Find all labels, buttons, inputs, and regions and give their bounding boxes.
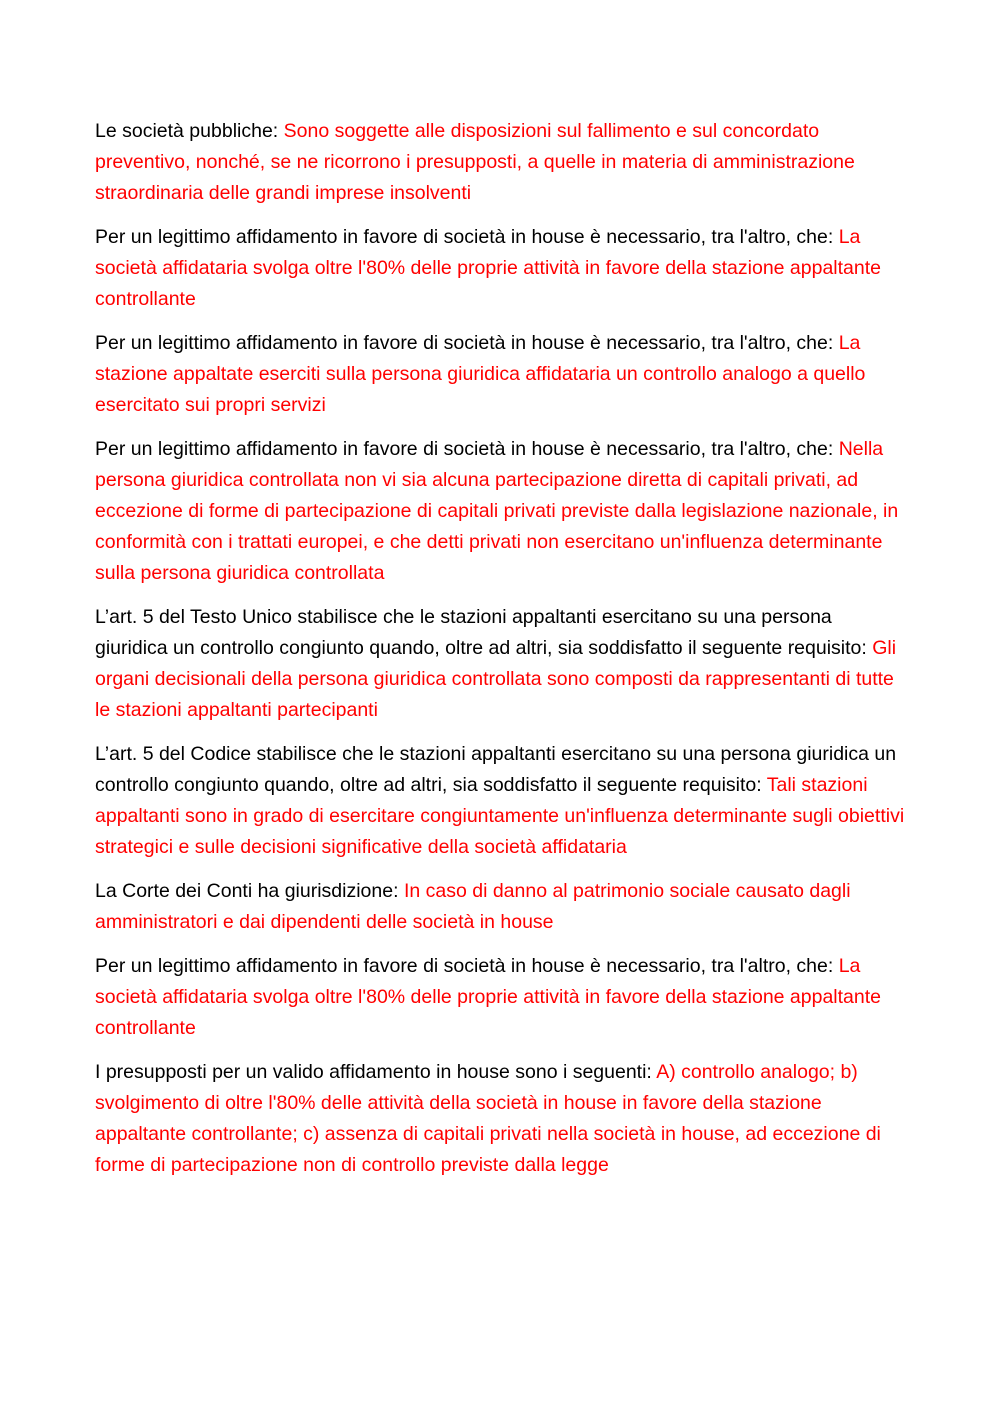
question-text: La Corte dei Conti ha giurisdizione:	[95, 880, 404, 902]
qa-item-9	[95, 1057, 905, 1181]
answer-text: La società affidataria svolga oltre l'80% delle proprie attività in favore della stazione appaltante controllante	[95, 955, 882, 1039]
question-text: Le società pubbliche:	[95, 120, 284, 142]
question-text: Per un legittimo affidamento in favore di società in house è necessario, tra l'altro, che:	[95, 332, 839, 354]
qa-item-3	[95, 328, 905, 421]
qa-item-4	[95, 434, 905, 589]
answer-text: Sono soggette alle disposizioni sul fallimento e sul concordato preventivo, nonché, se ne ricorrono i presupposti, a quelle in materia di amministrazione straordinaria delle grandi imprese insolventi	[95, 120, 855, 204]
answer-text: Nella persona giuridica controllata non vi sia alcuna partecipazione diretta di capitali privati, ad eccezione di forme di partecipazione di capitali privati previste dalla legislazione nazionale, in conformità con i trattati europei, e che detti privati non esercitano un'influenza determinante sulla persona giuridica controllata	[95, 438, 899, 584]
answer-text: In caso di danno al patrimonio sociale causato dagli amministratori e dai dipendenti delle società in house	[95, 880, 851, 933]
answer-text: Tali stazioni appaltanti sono in grado di esercitare congiuntamente un'influenza determinante sugli obiettivi strategici e sulle decisioni significative della società affidataria	[95, 774, 905, 858]
answer-text: Gli organi decisionali della persona giuridica controllata sono composti da rappresentanti di tutte le stazioni appaltanti partecipanti	[95, 637, 897, 721]
answer-text: La società affidataria svolga oltre l'80% delle proprie attività in favore della stazione appaltante controllante	[95, 226, 882, 310]
answer-text: A) controllo analogo; b) svolgimento di oltre l'80% delle attività della società in house in favore della stazione appaltante controllante; c) assenza di capitali privati nella società in house, ad eccezione di forme di partecipazione non di controllo previste dalla legge	[95, 1061, 881, 1176]
question-text: Per un legittimo affidamento in favore di società in house è necessario, tra l'altro, che:	[95, 438, 839, 460]
qa-item-2	[95, 222, 905, 315]
qa-item-6	[95, 739, 905, 863]
qa-item-7	[95, 876, 905, 938]
question-text: Per un legittimo affidamento in favore di società in house è necessario, tra l'altro, che:	[95, 226, 839, 248]
question-text: Per un legittimo affidamento in favore di società in house è necessario, tra l'altro, che:	[95, 955, 839, 977]
question-text: L’art. 5 del Codice stabilisce che le stazioni appaltanti esercitano su una persona giuridica un controllo congiunto quando, oltre ad altri, sia soddisfatto il seguente requisito:	[95, 743, 897, 796]
qa-item-8	[95, 951, 905, 1044]
qa-item-1	[95, 116, 905, 209]
qa-item-5	[95, 602, 905, 726]
question-text: I presupposti per un valido affidamento in house sono i seguenti:	[95, 1061, 657, 1083]
question-text: L’art. 5 del Testo Unico stabilisce che le stazioni appaltanti esercitano su una persona giuridica un controllo congiunto quando, oltre ad altri, sia soddisfatto il seguente requisito:	[95, 606, 873, 659]
document-page	[95, 116, 905, 1194]
answer-text: La stazione appaltate eserciti sulla persona giuridica affidataria un controllo analogo a quello esercitato sui propri servizi	[95, 332, 866, 416]
